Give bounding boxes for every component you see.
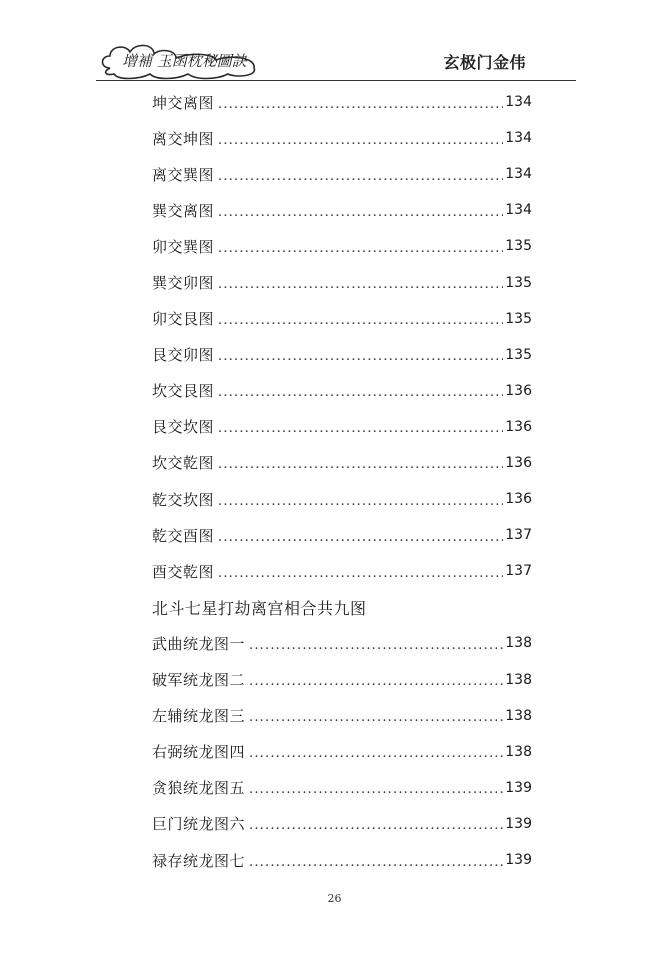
toc-entry bbox=[152, 84, 532, 120]
toc-entry bbox=[152, 228, 532, 264]
toc-leader-dots bbox=[218, 206, 503, 219]
toc-section-title: 北斗七星打劫离宫相合共九图 bbox=[152, 598, 367, 618]
toc-entry-page: 138 bbox=[505, 707, 532, 724]
table-of-contents bbox=[152, 84, 532, 878]
toc-entry-label: 艮交坎图 bbox=[152, 418, 215, 437]
toc-leader-dots bbox=[218, 531, 503, 544]
toc-entry bbox=[152, 698, 532, 734]
toc-entry-label: 巽交卯图 bbox=[152, 274, 215, 293]
toc-entry bbox=[152, 409, 532, 445]
toc-entry bbox=[152, 264, 532, 300]
toc-entry-label: 禄存统龙图七 bbox=[152, 851, 246, 870]
toc-entry-page: 134 bbox=[505, 94, 532, 111]
toc-leader-dots bbox=[249, 819, 503, 832]
toc-entry-label: 破军统龙图二 bbox=[152, 671, 246, 690]
toc-leader-dots bbox=[218, 98, 503, 111]
toc-leader-dots bbox=[218, 242, 503, 255]
toc-entry-page: 135 bbox=[505, 274, 532, 291]
toc-entry-page: 137 bbox=[505, 527, 532, 544]
toc-entry-label: 乾交酉图 bbox=[152, 526, 215, 545]
toc-entry-page: 137 bbox=[505, 563, 532, 580]
toc-entry-page: 138 bbox=[505, 743, 532, 760]
toc-entry-label: 武曲统龙图一 bbox=[152, 634, 246, 653]
header-author: 玄极门金伟 bbox=[443, 53, 526, 72]
toc-entry bbox=[152, 445, 532, 481]
toc-entry bbox=[152, 842, 532, 878]
header-divider bbox=[96, 80, 576, 81]
toc-entry-page: 136 bbox=[505, 382, 532, 399]
toc-leader-dots bbox=[218, 386, 503, 399]
toc-leader-dots bbox=[218, 278, 503, 291]
toc-entry-label: 右弼统龙图四 bbox=[152, 743, 246, 762]
toc-entry-page: 136 bbox=[505, 418, 532, 435]
toc-leader-dots bbox=[218, 314, 503, 327]
logo-text: 增補 玉函枕秘圖訣 bbox=[122, 52, 247, 70]
toc-entry bbox=[152, 770, 532, 806]
toc-entry-label: 卯交艮图 bbox=[152, 310, 215, 329]
toc-entry-page: 134 bbox=[505, 202, 532, 219]
toc-entry-label: 离交坤图 bbox=[152, 129, 215, 148]
toc-entry-page: 139 bbox=[505, 815, 532, 832]
toc-leader-dots bbox=[249, 856, 503, 869]
toc-entry-page: 138 bbox=[505, 635, 532, 652]
toc-leader-dots bbox=[218, 567, 503, 580]
book-logo bbox=[96, 38, 266, 82]
toc-leader-dots bbox=[249, 783, 503, 796]
toc-leader-dots bbox=[218, 495, 503, 508]
toc-entry-page: 135 bbox=[505, 346, 532, 363]
toc-entry-page: 138 bbox=[505, 671, 532, 688]
toc-leader-dots bbox=[249, 639, 503, 652]
page-header bbox=[96, 38, 576, 82]
toc-entry bbox=[152, 192, 532, 228]
toc-entry-page: 134 bbox=[505, 166, 532, 183]
toc-entry-page: 134 bbox=[505, 130, 532, 147]
toc-leader-dots bbox=[218, 422, 503, 435]
toc-entry bbox=[152, 481, 532, 517]
toc-leader-dots bbox=[218, 350, 503, 363]
toc-entry bbox=[152, 120, 532, 156]
toc-entry bbox=[152, 625, 532, 661]
toc-entry-label: 巨门统龙图六 bbox=[152, 815, 246, 834]
toc-entry-page: 139 bbox=[505, 852, 532, 869]
toc-leader-dots bbox=[249, 675, 503, 688]
toc-entry bbox=[152, 734, 532, 770]
toc-entry bbox=[152, 553, 532, 589]
toc-entry-label: 贪狼统龙图五 bbox=[152, 779, 246, 798]
toc-entry-label: 酉交乾图 bbox=[152, 562, 215, 581]
toc-entry bbox=[152, 517, 532, 553]
toc-leader-dots bbox=[218, 458, 503, 471]
toc-entry bbox=[152, 662, 532, 698]
toc-entry bbox=[152, 337, 532, 373]
toc-entry-label: 巽交离图 bbox=[152, 201, 215, 220]
toc-entry bbox=[152, 806, 532, 842]
toc-entry-label: 卯交巽图 bbox=[152, 237, 215, 256]
toc-entry bbox=[152, 301, 532, 337]
toc-entry-label: 离交巽图 bbox=[152, 165, 215, 184]
toc-leader-dots bbox=[218, 170, 503, 183]
toc-entry-label: 坤交离图 bbox=[152, 93, 215, 112]
toc-entry-page: 136 bbox=[505, 491, 532, 508]
toc-entry-label: 乾交坎图 bbox=[152, 490, 215, 509]
toc-entry-label: 坎交艮图 bbox=[152, 382, 215, 401]
toc-entry-page: 135 bbox=[505, 310, 532, 327]
toc-entry bbox=[152, 156, 532, 192]
toc-leader-dots bbox=[249, 747, 503, 760]
toc-entry-page: 139 bbox=[505, 779, 532, 796]
toc-leader-dots bbox=[218, 134, 503, 147]
toc-entry-label: 坎交乾图 bbox=[152, 454, 215, 473]
toc-entry-label: 艮交卯图 bbox=[152, 346, 215, 365]
toc-entry-label: 左辅统龙图三 bbox=[152, 707, 246, 726]
toc-entry-page: 135 bbox=[505, 238, 532, 255]
toc-entry-page: 136 bbox=[505, 454, 532, 471]
toc-leader-dots bbox=[249, 711, 503, 724]
toc-entry bbox=[152, 373, 532, 409]
page-number: 26 bbox=[327, 892, 342, 905]
